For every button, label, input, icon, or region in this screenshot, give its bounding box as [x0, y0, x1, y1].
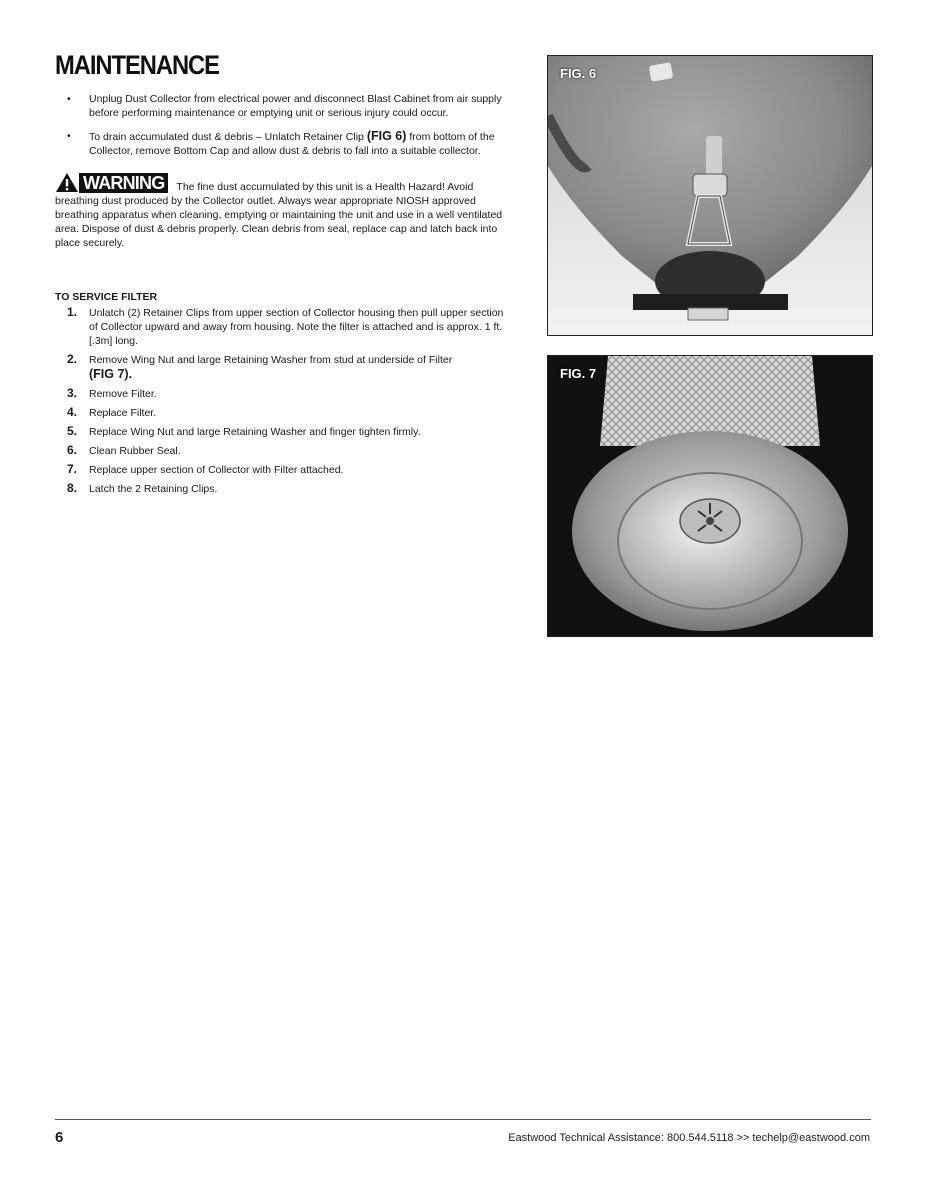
step-text: Replace Wing Nut and large Retaining Washer and finger tighten firmly.: [89, 426, 421, 438]
step-number: 4.: [67, 405, 78, 419]
footer-contact: Eastwood Technical Assistance: 800.544.5118 >> techelp@eastwood.com: [508, 1132, 870, 1144]
step-item: [55, 482, 515, 496]
fig-6-reference: (FIG 6): [366, 129, 407, 143]
warning-badge: [55, 172, 168, 193]
bullet-item: [55, 92, 515, 120]
step-number: 3.: [67, 386, 78, 400]
collector-bottom-illustration: [548, 56, 872, 335]
step-number: 7.: [67, 462, 78, 476]
service-filter-heading: TO SERVICE FILTER: [55, 291, 158, 303]
step-text: Replace upper section of Collector with Filter attached.: [89, 464, 344, 476]
maintenance-bullets: [55, 92, 515, 158]
warning-triangle-icon: [55, 172, 79, 193]
service-steps: [55, 306, 515, 496]
bullet-item: [55, 129, 515, 158]
fig-7-reference: (FIG 7).: [89, 367, 133, 381]
figure-6-photo: [547, 55, 873, 336]
step-item: [55, 406, 515, 420]
step-number: 1.: [67, 305, 78, 319]
step-item: [55, 444, 515, 458]
warning-text: The fine dust accumulated by this unit is a Health Hazard! Avoid breathing dust produced by the Collector outlet. Always wear appropriate NIOSH approved breathing apparatus when cleaning, emptying or maintaining the unit and use in a well ventilated area. Dispose of dust & debris properly. Clean debris from seal, replace cap and latch back into place securely.: [55, 181, 503, 249]
bullet-dot: •: [67, 93, 71, 105]
maintenance-content: [55, 92, 515, 501]
step-text: Latch the 2 Retaining Clips.: [89, 483, 218, 495]
figure-6-label: FIG. 6: [560, 66, 597, 81]
step-item: [55, 463, 515, 477]
footer-divider: [55, 1119, 871, 1120]
filter-underside-illustration: [548, 356, 872, 636]
figure-7-label: FIG. 7: [560, 366, 597, 381]
bullet-text: Unplug Dust Collector from electrical power and disconnect Blast Cabinet from air supply before performing maintenance or emptying unit or serious injury could occur.: [89, 93, 502, 119]
step-number: 5.: [67, 424, 78, 438]
step-text: Remove Wing Nut and large Retaining Washer from stud at underside of Filter: [89, 354, 453, 366]
step-item: [55, 425, 515, 439]
warning-label: WARNING: [79, 173, 168, 193]
step-text: Remove Filter.: [89, 388, 157, 400]
warning-block: [55, 172, 515, 250]
step-text: Unlatch (2) Retainer Clips from upper section of Collector housing then pull upper section of Collector upward and away from housing. Note the filter is attached and is approx. 1 ft. [.3m] long.: [89, 307, 504, 347]
bullet-dot: •: [67, 130, 71, 142]
page-title: MAINTENANCE: [55, 50, 219, 80]
bullet-text-post: from bottom of the Collector, remove Bottom Cap and allow dust & debris to fall into a suitable collector.: [89, 131, 495, 157]
figure-7-photo: [547, 355, 873, 637]
page-number: 6: [55, 1129, 64, 1146]
step-item: [55, 306, 515, 348]
step-text: Clean Rubber Seal.: [89, 445, 181, 457]
step-number: 6.: [67, 443, 78, 457]
step-number: 2.: [67, 352, 78, 366]
step-item: [55, 387, 515, 401]
bullet-text-pre: To drain accumulated dust & debris – Unlatch Retainer Clip: [89, 131, 367, 143]
step-number: 8.: [67, 481, 78, 495]
step-text: Replace Filter.: [89, 407, 157, 419]
step-item: [55, 353, 515, 382]
